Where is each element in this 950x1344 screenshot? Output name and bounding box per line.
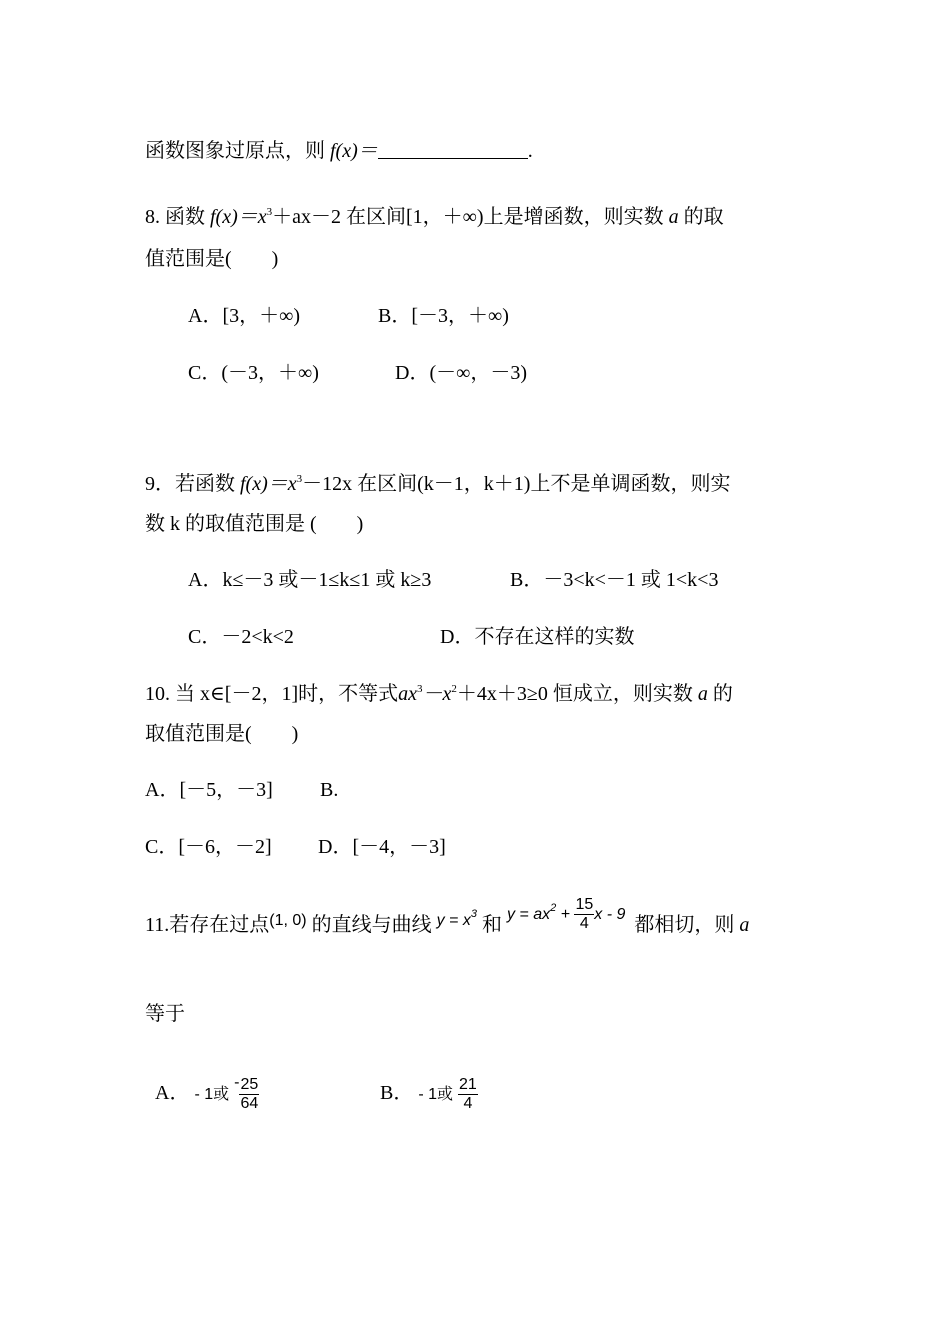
q8-option-d: D．(－∞，－3) bbox=[395, 362, 528, 384]
q11-option-b-label: B． bbox=[380, 1082, 414, 1104]
q11-var-a: a bbox=[739, 914, 750, 936]
q11-and: 和 bbox=[481, 914, 502, 936]
q10-stem-end: 的 bbox=[712, 683, 733, 705]
q8-stem-line2: 值范围是( ) bbox=[145, 248, 279, 270]
q7-tail-line bbox=[145, 139, 533, 163]
q9-option-d: D．不存在这样的实数 bbox=[440, 626, 635, 648]
q7-fx: f(x)＝ bbox=[330, 140, 378, 162]
q10-term-ax: ax bbox=[398, 683, 418, 705]
q11-stem-line2: 等于 bbox=[145, 1003, 185, 1025]
q11-option-a-value: - 1或 bbox=[194, 1086, 230, 1103]
q9-number: 9．若函数 bbox=[145, 473, 235, 495]
q11-number: 11.若存在过点 bbox=[145, 914, 270, 936]
q11-point: (1, 0) bbox=[269, 912, 307, 929]
q10-domain: x∈[－2，1]时，不等式 bbox=[200, 683, 399, 705]
q11-option-b bbox=[380, 1068, 478, 1120]
q8-stem-end: 的取 bbox=[683, 206, 724, 228]
q8-option-b: B．[－3，＋∞) bbox=[378, 305, 509, 327]
q11-option-b-value: - 1或 bbox=[418, 1086, 454, 1103]
q7-period: . bbox=[527, 140, 533, 162]
q9-option-a: A．k≤－3 或－1≤k≤1 或 k≥3 bbox=[188, 569, 432, 591]
q9-function: f(x)＝x bbox=[240, 473, 297, 495]
q11-curve2: y = ax2 + 15 4 x - 9 bbox=[506, 896, 626, 933]
q8-stem-text: ＋ax－2 在区间[1，＋∞)上是增函数，则实数 bbox=[272, 206, 664, 228]
q10-var-a: a bbox=[697, 683, 708, 705]
q8-number: 8. 函数 bbox=[145, 206, 205, 228]
q8-option-c: C．(－3，＋∞) bbox=[188, 362, 319, 384]
q10-stem-line1: 10. 当 x∈[－2，1]时，不等式$ax^3-x^2+4x+3\ge 0$ 恒成立，则实数 a 的 bbox=[145, 683, 733, 705]
q9-stem-text: －12x 在区间(k－1，k＋1)上不是单调函数，则实 bbox=[302, 473, 731, 495]
q9-option-c: C．－2<k<2 bbox=[188, 626, 294, 648]
q9-stem-line1: 9．若函数 $f(x)=x^3-12x$ 在区间(k－1，k＋1)上不是单调函数，则实 bbox=[145, 473, 731, 495]
q8-var-a: a bbox=[668, 206, 679, 228]
q10-number: 10. 当 bbox=[145, 683, 195, 705]
q8-stem-line1: 8. 函数 $f(x)=x^3+ax-2$ 在区间[1，＋∞)上是增函数，则实数 a 的取 bbox=[145, 206, 724, 228]
q9-stem-line2: 数 k 的取值范围是 ( ) bbox=[145, 513, 364, 535]
q11-stem-text: 的直线与曲线 bbox=[311, 914, 432, 936]
q7-tail-text: 函数图象过原点，则 bbox=[145, 140, 325, 162]
q11-option-a-fraction: $\frac{25}{64}$ bbox=[240, 1075, 259, 1112]
q10-stem-line2: 取值范围是( ) bbox=[145, 723, 299, 745]
q8-option-a: A．[3，＋∞) bbox=[188, 305, 301, 327]
q10-option-c: C．[－6，－2] bbox=[145, 836, 272, 858]
q11-option-a-label: A． bbox=[155, 1082, 190, 1104]
q11-stem-line1 bbox=[145, 896, 750, 952]
q11-fraction: $\frac{15}{4}$ bbox=[575, 896, 594, 933]
q11-curve1: y = x3 bbox=[436, 908, 477, 929]
q10-stem-text: ＋4x＋3≥0 恒成立，则实数 bbox=[456, 683, 693, 705]
q8-function: f(x)＝x bbox=[210, 206, 267, 228]
q10-option-d: D．[－4，－3] bbox=[318, 836, 446, 858]
q11-option-b-fraction: $\frac{21}{4}$ bbox=[459, 1075, 477, 1112]
q10-option-b: B. bbox=[320, 779, 339, 801]
q10-term-x: －x bbox=[422, 683, 452, 705]
q11-stem-end: 都相切，则 bbox=[634, 914, 735, 936]
q10-option-a: A．[－5，－3] bbox=[145, 779, 273, 801]
q11-option-a bbox=[155, 1068, 259, 1120]
q7-answer-blank bbox=[378, 142, 528, 159]
q9-option-b: B．－3<k<－1 或 1<k<3 bbox=[510, 569, 719, 591]
q11-option-a-minus: - bbox=[234, 1074, 240, 1091]
